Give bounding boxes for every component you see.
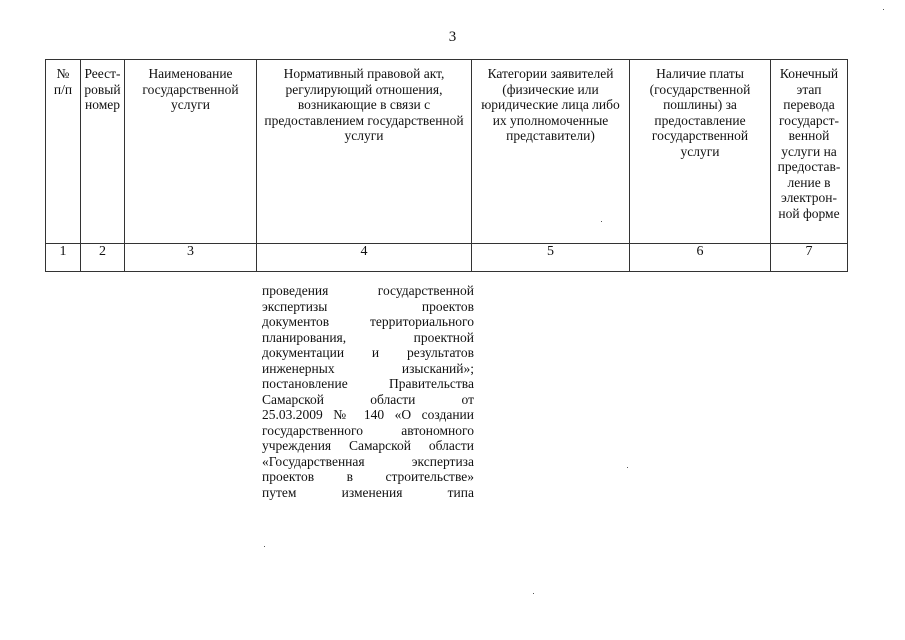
- scan-speck: [883, 9, 884, 10]
- text-line: государственного автономного: [262, 422, 474, 438]
- header-cell-applicants: [472, 60, 630, 244]
- column-number-cell: 6: [630, 244, 771, 272]
- text-line: постановление Правительства: [262, 376, 474, 391]
- text-line: экспертизы проектов: [262, 298, 474, 314]
- header-text-legal-act: Нормативный правовой акт, регулирующий отношения, возникающие в связи с предоставлением государственной услуги: [264, 66, 464, 143]
- text-line: 25.03.2009 № 140 «О создании: [262, 407, 474, 422]
- column-number-cell: 2: [81, 244, 125, 272]
- text-line: «Государственная экспертиза: [262, 453, 474, 469]
- scan-speck: [533, 593, 534, 594]
- scan-speck: [264, 546, 265, 547]
- column-number-cell: 3: [125, 244, 257, 272]
- column-number-cell: 4: [257, 244, 472, 272]
- text-line: Самарской области от: [262, 391, 474, 407]
- services-table: [45, 59, 848, 272]
- page-number: 3: [448, 29, 457, 45]
- text-line: документации и результатов: [262, 345, 474, 360]
- header-text-number: № п/п: [53, 66, 73, 97]
- column-number-cell: 7: [771, 244, 848, 272]
- text-line: путем изменения типа: [262, 484, 474, 500]
- column-4-continuation-text: [262, 283, 474, 500]
- text-line: документов территориального: [262, 314, 474, 329]
- header-text-registry: Реест-ровый номер: [84, 66, 121, 112]
- scan-speck: [601, 221, 602, 222]
- text-line: планирования, проектной: [262, 329, 474, 345]
- header-cell-number: [46, 60, 81, 244]
- header-text-fee: Наличие платы (государственной пошлины) за предоставление государственной услуги: [649, 66, 751, 159]
- column-number-cell: 1: [46, 244, 81, 272]
- header-cell-fee: [630, 60, 771, 244]
- scan-speck: [627, 467, 628, 468]
- header-cell-legal-act: [257, 60, 472, 244]
- text-line: инженерных изысканий»;: [262, 360, 474, 376]
- header-text-applicants: Категории заявителей (физические или юридические лица либо их уполномоченные представители): [481, 66, 620, 143]
- header-cell-service-name: [125, 60, 257, 244]
- header-cell-registry: [81, 60, 125, 244]
- header-text-service-name: Наименование государственной услуги: [142, 66, 239, 112]
- table-header-row: [46, 60, 848, 244]
- column-number-cell: 5: [472, 244, 630, 272]
- header-cell-final-stage: [771, 60, 848, 244]
- table-column-numbers-row: [46, 244, 848, 272]
- header-text-final-stage: Конечный этап перевода государст-венной услуги на предостав-ление в электрон-ной форме: [777, 66, 841, 221]
- text-line: проведения государственной: [262, 283, 474, 298]
- text-line: проектов в строительстве»: [262, 469, 474, 484]
- text-line: учреждения Самарской области: [262, 438, 474, 453]
